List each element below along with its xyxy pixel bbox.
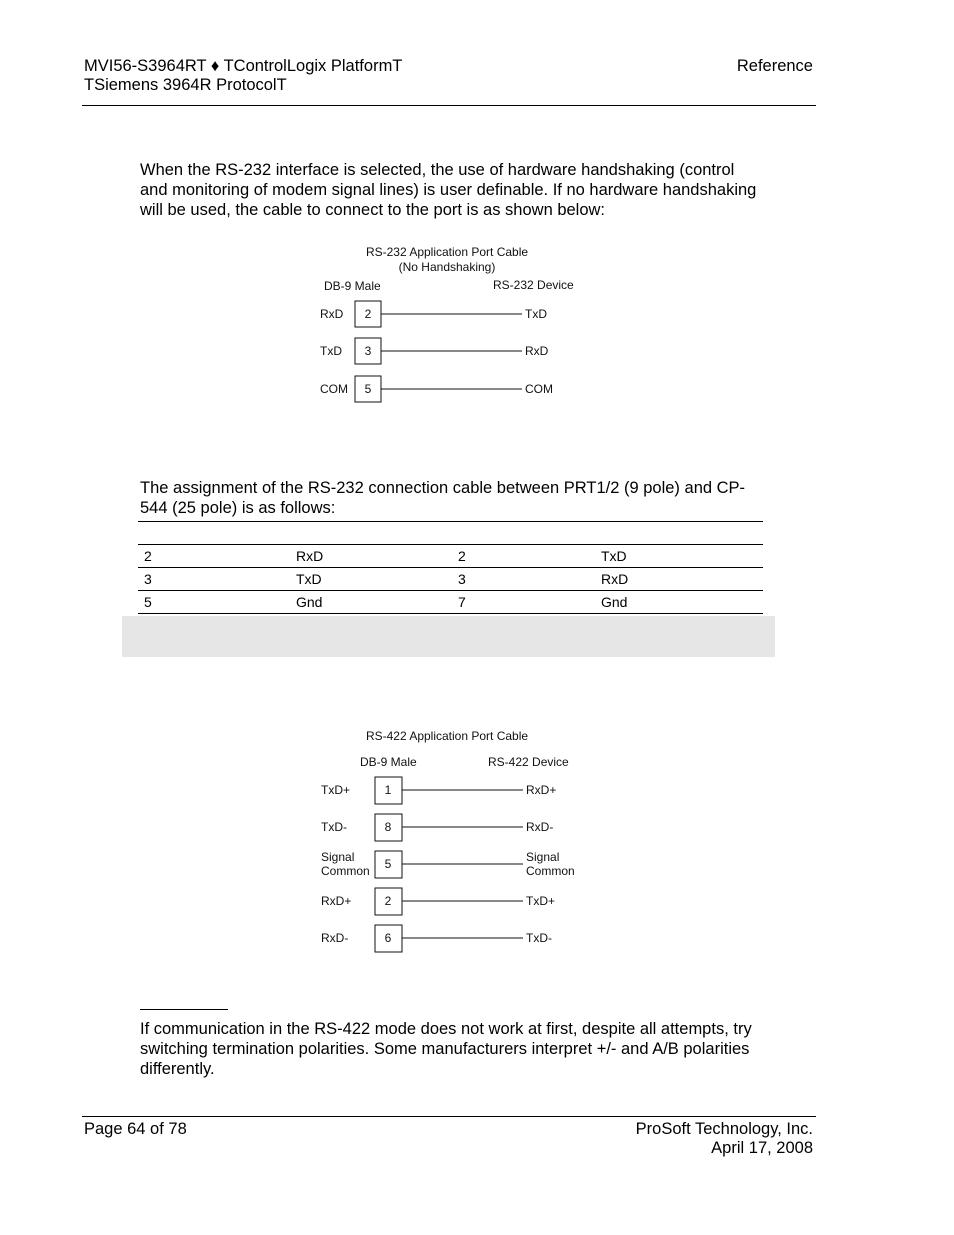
table-row <box>138 545 763 568</box>
assignment-paragraph: The assignment of the RS-232 connection cable between PRT1/2 (9 pole) and CP-544 (25 pole) is as follows: <box>140 479 746 517</box>
footer-page-number: Page 64 of 78 <box>84 1120 187 1138</box>
rs232-row <box>320 376 553 402</box>
footnote-text: If communication in the RS-422 mode does not work at first, despite all attempts, try switching termination polarities. Some manufacturers interpret +/- and A/B polarities differently. <box>140 1020 752 1078</box>
rs422-row <box>321 777 556 804</box>
footnote-separator <box>140 1009 228 1010</box>
table-cell: Gnd <box>290 591 452 614</box>
header-product: MVI56-S3964RT ♦ TControlLogix PlatformT <box>84 57 403 75</box>
table-row <box>138 591 763 614</box>
rs232-diagram-subtitle: (No Handshaking) <box>398 260 496 274</box>
rs422-right-signal: Signal <box>526 850 560 864</box>
rs422-right-header: RS-422 Device <box>488 755 569 769</box>
rs422-right-signal: RxD- <box>526 820 554 834</box>
rs232-left-signal: COM <box>320 382 348 396</box>
table-cell: 2 <box>138 545 290 568</box>
rs422-row <box>321 814 553 841</box>
rs422-right-signal: TxD+ <box>526 894 556 908</box>
footer-company: ProSoft Technology, Inc. <box>635 1120 813 1138</box>
footer-rule <box>82 1116 816 1117</box>
table-cell: RxD <box>595 568 763 591</box>
rs232-right-header: RS-232 Device <box>493 278 574 292</box>
table-cell: TxD <box>290 568 452 591</box>
rs232-left-signal: RxD <box>320 307 344 321</box>
pin-number: 3 <box>364 344 372 358</box>
rs422-row <box>321 925 552 952</box>
table-cell: Gnd <box>595 591 763 614</box>
rs422-left-signal: RxD- <box>321 931 349 945</box>
table-cell: 3 <box>138 568 290 591</box>
table-cell: TxD <box>595 545 763 568</box>
rs232-right-signal: TxD <box>525 307 547 321</box>
rs422-row <box>321 850 575 878</box>
shaded-note-box <box>122 616 775 657</box>
rs232-cable-diagram <box>310 240 580 405</box>
table-cell: 3 <box>452 568 595 591</box>
pin-number: 2 <box>384 894 392 908</box>
footer-company-block <box>636 1120 813 1158</box>
pin-number: 2 <box>364 307 372 321</box>
pin-number: 5 <box>364 382 372 396</box>
header-section: Reference <box>736 57 813 75</box>
rs422-left-signal: RxD+ <box>321 894 352 908</box>
rs422-row <box>321 888 555 915</box>
header-protocol: TSiemens 3964R ProtocolT <box>84 76 287 94</box>
pin-number: 5 <box>384 857 392 871</box>
table-cell: 2 <box>452 545 595 568</box>
rs422-left-header: DB-9 Male <box>360 755 417 769</box>
table-cell: 7 <box>452 591 595 614</box>
rs232-right-signal: COM <box>525 382 553 396</box>
rs232-left-signal: TxD <box>320 344 342 358</box>
rs422-left-signal: Signal <box>321 850 355 864</box>
header-rule <box>82 105 816 106</box>
table-cell: RxD <box>290 545 452 568</box>
pin-number: 6 <box>384 931 392 945</box>
pin-number: 1 <box>384 783 392 797</box>
rs232-right-signal: RxD <box>525 344 549 358</box>
rs232-left-header: DB-9 Male <box>324 279 381 293</box>
rs422-left-signal-line2: Common <box>321 864 370 878</box>
connection-table <box>138 545 763 614</box>
rs422-left-signal: TxD- <box>321 820 347 834</box>
rs422-diagram-title: RS-422 Application Port Cable <box>365 729 529 743</box>
table-top-rule <box>138 521 763 522</box>
table-cell: 5 <box>138 591 290 614</box>
rs232-row <box>320 338 549 364</box>
footer-date: April 17, 2008 <box>711 1139 813 1157</box>
pin-number: 8 <box>384 820 392 834</box>
rs422-cable-diagram <box>310 724 585 959</box>
intro-paragraph: When the RS-232 interface is selected, the use of hardware handshaking (control and monitoring of modem signal lines) is user definable. If no hardware handshaking will be used, the cable to connect to the port is as shown below: <box>140 161 757 219</box>
rs422-left-signal: TxD+ <box>321 783 351 797</box>
rs422-right-signal: RxD+ <box>526 783 557 797</box>
rs232-diagram-title: RS-232 Application Port Cable <box>365 245 529 259</box>
rs422-right-signal: TxD- <box>526 931 552 945</box>
table-row <box>138 568 763 591</box>
header-title <box>84 57 402 95</box>
rs232-row <box>320 301 547 327</box>
rs422-right-signal-line2: Common <box>526 864 575 878</box>
